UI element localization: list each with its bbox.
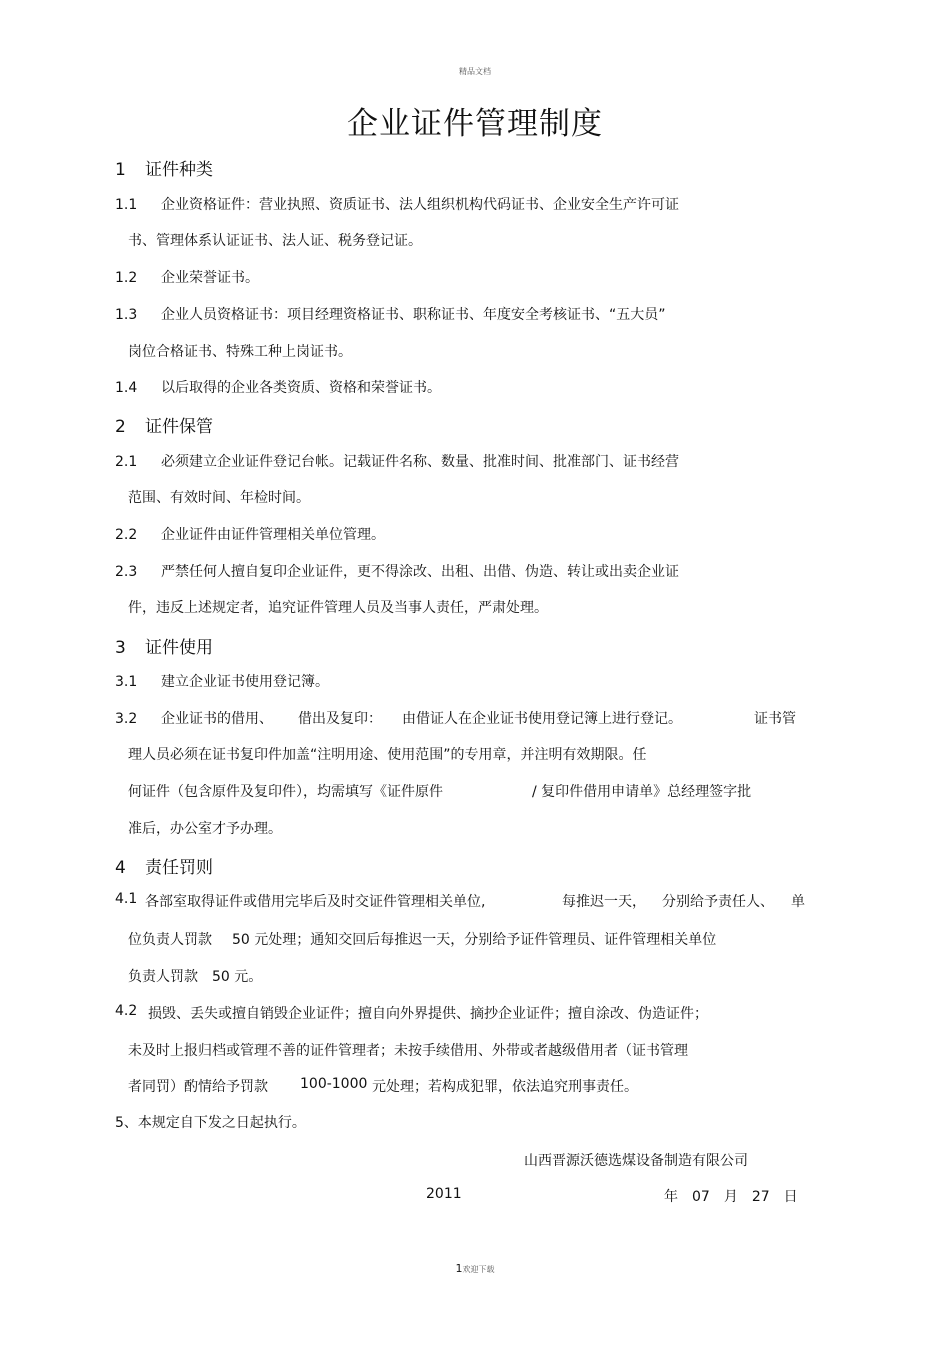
clause-3-1 (115, 671, 329, 691)
clause-text: 企业荣誉证书。 (161, 270, 259, 286)
clause-1-1 (115, 194, 679, 214)
clause-number: 2.1 (115, 454, 138, 470)
clause-3-2-part: 借出及复印： (298, 711, 382, 727)
rule-5: 5、本规定自下发之日起执行。 (115, 1115, 306, 1131)
clause-1-4 (115, 377, 441, 397)
clause-1-3 (115, 304, 666, 324)
clause-4-2-cont: 元处理；若构成犯罪，依法追究刑事责任。 (372, 1079, 638, 1095)
clause-number: 1.1 (115, 197, 138, 213)
clause-4-1-cont: 位负责人罚款 (128, 932, 212, 948)
clause-number: 2.2 (115, 527, 138, 543)
clause-1-3-cont: 岗位合格证书、特殊工种上岗证书。 (128, 344, 352, 360)
clause-4-1-part: 每推迟一天， (562, 894, 646, 910)
section-heading (115, 412, 213, 437)
clause-3-2-cont: 理人员必须在证书复印件加盖“注明用途、使用范围”的专用章，并注明有效期限。任 (128, 747, 647, 763)
clause-text: 必须建立企业证件登记台帐。记载证件名称、数量、批准时间、批准部门、证书经营 (161, 454, 679, 470)
clause-4-2-cont: 未及时上报归档或管理不善的证件管理者；未按手续借用、外带或者越级借用者（证书管理 (128, 1043, 688, 1059)
section-number: 3 (115, 638, 126, 658)
section-number: 1 (115, 160, 126, 180)
section-heading (115, 633, 213, 658)
page-number: 1 (455, 1262, 463, 1275)
clause-4-2-text: 损毁、丢失或擅自销毁企业证件；擅自向外界提供、摘抄企业证件；擅自涂改、伪造证件； (148, 1006, 708, 1022)
clause-3-2 (115, 708, 273, 728)
clause-4-2-cont: 100-1000 (300, 1076, 368, 1092)
clause-text: 建立企业证书使用登记簿。 (161, 674, 329, 690)
clause-number: 4.1 (115, 891, 138, 907)
section-number: 2 (115, 417, 126, 437)
date-year: 2011 (426, 1186, 462, 1202)
clause-4-2-cont: 者同罚）酌情给予罚款 (128, 1079, 268, 1095)
clause-2-3-cont: 件，违反上述规定者，追究证件管理人员及当事人责任，严肃处理。 (128, 600, 548, 616)
section-number: 4 (115, 858, 126, 878)
clause-text: 以后取得的企业各类资质、资格和荣誉证书。 (161, 380, 441, 396)
clause-4-1-part: 单 (791, 894, 805, 910)
clause-number: 2.3 (115, 564, 138, 580)
clause-text: 企业证书的借用、 (161, 711, 273, 727)
clause-number: 4.2 (115, 1003, 138, 1019)
clause-4-1-part: 分别给予责任人、 (662, 894, 774, 910)
section-title: 证件种类 (145, 160, 213, 180)
section-title: 责任罚则 (145, 858, 213, 878)
clause-2-1 (115, 451, 679, 471)
clause-1-2 (115, 267, 259, 287)
clause-3-2-part: 由借证人在企业证书使用登记簿上进行登记。 (402, 711, 682, 727)
clause-number: 1.2 (115, 270, 138, 286)
clause-text: 严禁任何人擅自复印企业证件，更不得涂改、出租、出借、伪造、转让或出卖企业证 (161, 564, 679, 580)
section-heading (115, 853, 213, 878)
clause-2-1-cont: 范围、有效时间、年检时间。 (128, 490, 310, 506)
clause-text: 企业人员资格证书：项目经理资格证书、职称证书、年度安全考核证书、“五大员” (161, 307, 666, 323)
clause-2-2 (115, 524, 385, 544)
clause-4-1-cont: 50 元处理；通知交回后每推迟一天，分别给予证件管理员、证件管理相关单位 (232, 932, 717, 948)
page-header: 精品文档 (459, 67, 491, 76)
clause-text: 企业资格证件：营业执照、资质证书、法人组织机构代码证书、企业安全生产许可证 (161, 197, 679, 213)
clause-number: 1.4 (115, 380, 138, 396)
section-title: 证件保管 (145, 417, 213, 437)
clause-1-1-cont: 书、管理体系认证证书、法人证、税务登记证。 (128, 233, 422, 249)
footer-text: 欢迎下载 (462, 1265, 495, 1274)
clause-number: 1.3 (115, 307, 138, 323)
document-title: 企业证件管理制度 (347, 106, 603, 142)
clause-3-2-cont: 准后，办公室才予办理。 (128, 821, 282, 837)
clause-text: 企业证件由证件管理相关单位管理。 (161, 527, 385, 543)
section-heading (115, 155, 213, 180)
clause-4-1-cont: 负责人罚款 50 元。 (128, 969, 263, 985)
date-rest: 年 07 月 27 日 (664, 1189, 798, 1205)
clause-number: 3.1 (115, 674, 138, 690)
company-name: 山西晋源沃德选煤设备制造有限公司 (524, 1153, 748, 1169)
clause-3-2-cont: / 复印件借用申请单》总经理签字批 (532, 784, 752, 800)
clause-number: 3.2 (115, 711, 138, 727)
clause-2-3 (115, 561, 679, 581)
clause-3-2-part: 证书管 (754, 711, 796, 727)
page-footer (0, 1262, 950, 1275)
clause-4-1-part: 各部室取得证件或借用完毕后及时交证件管理相关单位, (145, 894, 486, 910)
clause-3-2-cont: 何证件（包含原件及复印件），均需填写《证件原件 (128, 784, 443, 800)
section-title: 证件使用 (145, 638, 213, 658)
